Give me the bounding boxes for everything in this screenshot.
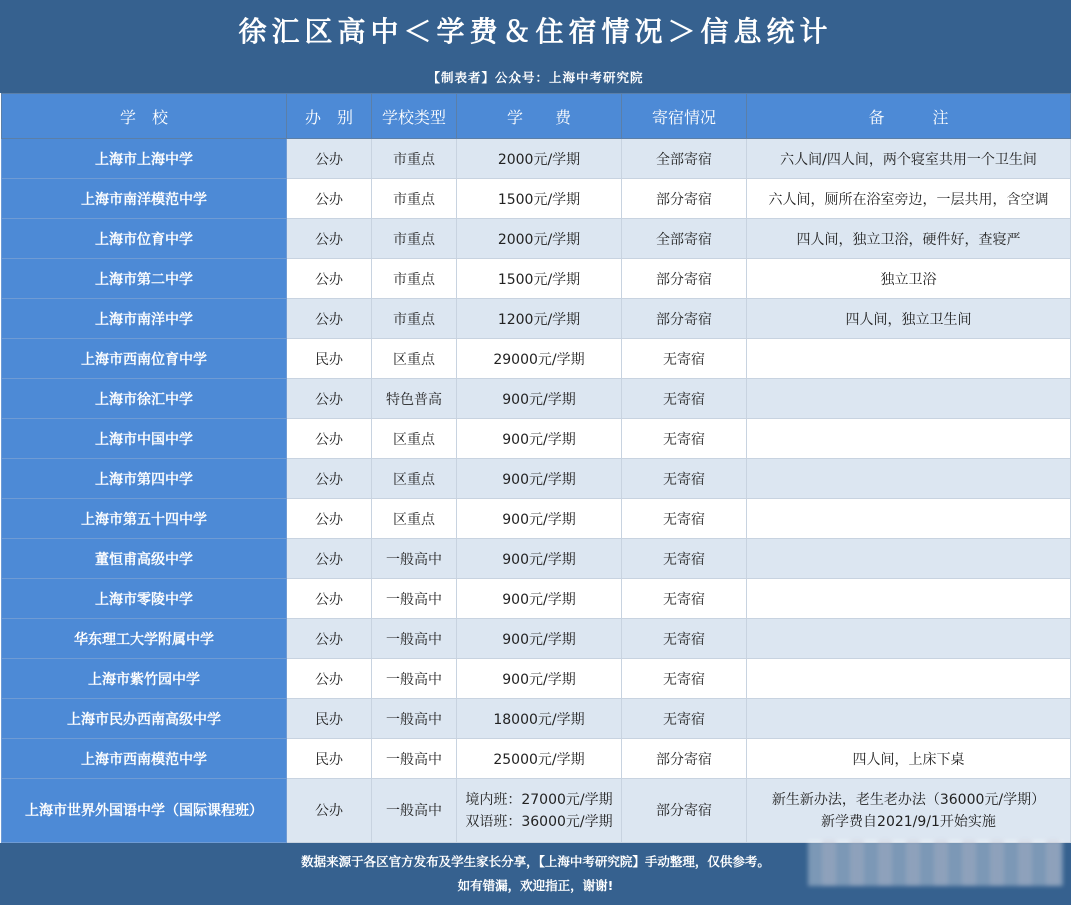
cell-boarding: 无寄宿 (622, 499, 747, 539)
cell-school-type: 区重点 (372, 339, 457, 379)
table-body (2, 139, 1071, 843)
table-row (2, 259, 1071, 299)
cell-school: 上海市中国中学 (2, 419, 287, 459)
cell-boarding: 无寄宿 (622, 339, 747, 379)
table-header (2, 94, 1071, 139)
cell-remarks (747, 659, 1071, 699)
cell-school-type: 市重点 (372, 299, 457, 339)
table-row (2, 219, 1071, 259)
cell-ownership: 公办 (287, 259, 372, 299)
table-row (2, 619, 1071, 659)
cell-school-type: 特色普高 (372, 379, 457, 419)
cell-boarding: 无寄宿 (622, 699, 747, 739)
cell-tuition: 900元/学期 (457, 419, 622, 459)
cell-ownership: 公办 (287, 539, 372, 579)
cell-school-type: 区重点 (372, 419, 457, 459)
cell-tuition: 1200元/学期 (457, 299, 622, 339)
header-school-type: 学校类型 (372, 94, 457, 139)
cell-tuition: 900元/学期 (457, 619, 622, 659)
cell-school: 华东理工大学附属中学 (2, 619, 287, 659)
cell-school: 上海市第五十四中学 (2, 499, 287, 539)
cell-remarks: 新生新办法，老生老办法（36000元/学期） 新学费自2021/9/1开始实施 (747, 779, 1071, 843)
cell-tuition: 2000元/学期 (457, 139, 622, 179)
header-row (2, 94, 1071, 139)
cell-school: 上海市徐汇中学 (2, 379, 287, 419)
school-info-table (1, 93, 1071, 843)
cell-boarding: 部分寄宿 (622, 779, 747, 843)
header-banner (0, 0, 1071, 93)
cell-school-type: 区重点 (372, 459, 457, 499)
table-row (2, 699, 1071, 739)
cell-school: 上海市西南模范中学 (2, 739, 287, 779)
cell-ownership: 公办 (287, 379, 372, 419)
cell-boarding: 全部寄宿 (622, 219, 747, 259)
table-row (2, 459, 1071, 499)
cell-boarding: 无寄宿 (622, 619, 747, 659)
cell-tuition: 900元/学期 (457, 379, 622, 419)
cell-school-type: 一般高中 (372, 779, 457, 843)
cell-school-type: 市重点 (372, 219, 457, 259)
cell-school-type: 一般高中 (372, 619, 457, 659)
cell-school: 上海市位育中学 (2, 219, 287, 259)
cell-school-type: 一般高中 (372, 659, 457, 699)
cell-tuition: 900元/学期 (457, 659, 622, 699)
cell-remarks: 六人间，厕所在浴室旁边，一层共用，含空调 (747, 179, 1071, 219)
blurred-watermark (808, 840, 1063, 886)
cell-remarks (747, 699, 1071, 739)
cell-school-type: 一般高中 (372, 579, 457, 619)
table-row (2, 379, 1071, 419)
table-row (2, 179, 1071, 219)
cell-ownership: 民办 (287, 739, 372, 779)
cell-school-type: 一般高中 (372, 739, 457, 779)
cell-tuition: 900元/学期 (457, 459, 622, 499)
cell-boarding: 无寄宿 (622, 379, 747, 419)
page-title: 徐汇区高中＜学费＆住宿情况＞信息统计 (238, 15, 833, 48)
cell-remarks: 四人间，独立卫浴，硬件好，查寝严 (747, 219, 1071, 259)
table-row (2, 419, 1071, 459)
cell-ownership: 公办 (287, 419, 372, 459)
cell-school: 上海市世界外国语中学（国际课程班） (2, 779, 287, 843)
cell-school: 董恒甫高级中学 (2, 539, 287, 579)
cell-ownership: 民办 (287, 339, 372, 379)
cell-school: 上海市上海中学 (2, 139, 287, 179)
cell-remarks (747, 419, 1071, 459)
cell-school: 上海市零陵中学 (2, 579, 287, 619)
cell-ownership: 公办 (287, 499, 372, 539)
cell-remarks (747, 459, 1071, 499)
cell-tuition: 2000元/学期 (457, 219, 622, 259)
cell-boarding: 无寄宿 (622, 659, 747, 699)
cell-tuition: 1500元/学期 (457, 259, 622, 299)
cell-tuition: 29000元/学期 (457, 339, 622, 379)
cell-school: 上海市南洋中学 (2, 299, 287, 339)
table-row (2, 779, 1071, 843)
cell-school: 上海市第四中学 (2, 459, 287, 499)
cell-ownership: 公办 (287, 139, 372, 179)
cell-remarks (747, 539, 1071, 579)
cell-ownership: 公办 (287, 579, 372, 619)
cell-boarding: 全部寄宿 (622, 139, 747, 179)
cell-tuition: 900元/学期 (457, 539, 622, 579)
cell-school: 上海市西南位育中学 (2, 339, 287, 379)
table-row (2, 579, 1071, 619)
footer-correction-note: 如有错漏，欢迎指正，谢谢! (457, 878, 614, 893)
table-row (2, 539, 1071, 579)
cell-ownership: 公办 (287, 619, 372, 659)
cell-ownership: 公办 (287, 779, 372, 843)
cell-school: 上海市民办西南高级中学 (2, 699, 287, 739)
header-ownership: 办 别 (287, 94, 372, 139)
cell-boarding: 部分寄宿 (622, 259, 747, 299)
cell-boarding: 部分寄宿 (622, 739, 747, 779)
cell-ownership: 公办 (287, 179, 372, 219)
cell-ownership: 民办 (287, 699, 372, 739)
author-credit: 【制表者】公众号：上海中考研究院 (427, 70, 644, 85)
cell-tuition: 18000元/学期 (457, 699, 622, 739)
cell-tuition: 境内班：27000元/学期 双语班：36000元/学期 (457, 779, 622, 843)
cell-remarks (747, 379, 1071, 419)
cell-tuition: 900元/学期 (457, 499, 622, 539)
cell-remarks (747, 619, 1071, 659)
cell-boarding: 部分寄宿 (622, 179, 747, 219)
table-row (2, 339, 1071, 379)
cell-school: 上海市紫竹园中学 (2, 659, 287, 699)
cell-school: 上海市南洋模范中学 (2, 179, 287, 219)
cell-ownership: 公办 (287, 299, 372, 339)
cell-school-type: 一般高中 (372, 699, 457, 739)
cell-boarding: 无寄宿 (622, 579, 747, 619)
cell-tuition: 900元/学期 (457, 579, 622, 619)
cell-ownership: 公办 (287, 659, 372, 699)
cell-school-type: 一般高中 (372, 539, 457, 579)
cell-remarks: 四人间，上床下桌 (747, 739, 1071, 779)
cell-tuition: 1500元/学期 (457, 179, 622, 219)
cell-boarding: 部分寄宿 (622, 299, 747, 339)
table-row (2, 739, 1071, 779)
cell-school-type: 市重点 (372, 179, 457, 219)
header-boarding: 寄宿情况 (622, 94, 747, 139)
table-row (2, 659, 1071, 699)
cell-boarding: 无寄宿 (622, 459, 747, 499)
table-row (2, 499, 1071, 539)
cell-remarks (747, 339, 1071, 379)
cell-boarding: 无寄宿 (622, 539, 747, 579)
cell-school-type: 区重点 (372, 499, 457, 539)
header-tuition: 学 费 (457, 94, 622, 139)
cell-ownership: 公办 (287, 459, 372, 499)
table-row (2, 299, 1071, 339)
cell-school-type: 市重点 (372, 139, 457, 179)
cell-boarding: 无寄宿 (622, 419, 747, 459)
cell-remarks: 独立卫浴 (747, 259, 1071, 299)
cell-school-type: 市重点 (372, 259, 457, 299)
header-remarks: 备 注 (747, 94, 1071, 139)
cell-tuition: 25000元/学期 (457, 739, 622, 779)
cell-remarks (747, 579, 1071, 619)
cell-ownership: 公办 (287, 219, 372, 259)
cell-remarks: 四人间，独立卫生间 (747, 299, 1071, 339)
header-school: 学 校 (2, 94, 287, 139)
cell-school: 上海市第二中学 (2, 259, 287, 299)
footer-source-note: 数据来源于各区官方发布及学生家长分享，【上海中考研究院】手动整理，仅供参考。 (301, 854, 770, 869)
table-row (2, 139, 1071, 179)
cell-remarks: 六人间/四人间，两个寝室共用一个卫生间 (747, 139, 1071, 179)
cell-remarks (747, 499, 1071, 539)
